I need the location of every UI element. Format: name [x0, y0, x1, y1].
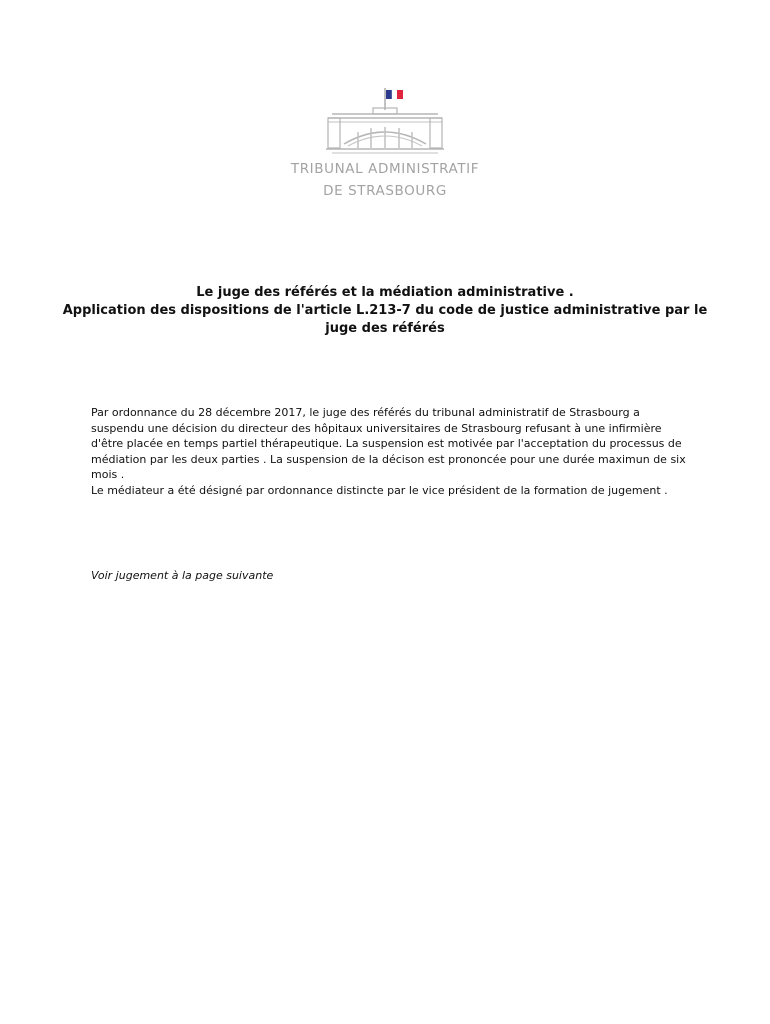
- body-line: d'être placée en temps partiel thérapeutique. La suspension est motivée par l'acceptation du processus de: [91, 437, 682, 451]
- logo-title-line1: TRIBUNAL ADMINISTRATIF: [290, 161, 480, 177]
- tribunal-logo: [270, 84, 500, 204]
- courthouse-emblem-icon: [270, 84, 500, 162]
- title-line-3: juge des référés: [325, 321, 445, 336]
- body-paragraph: [91, 405, 691, 499]
- document-title: [60, 284, 710, 338]
- title-line-2: Application des dispositions de l'article L.213-7 du code de justice administrative par le: [62, 303, 708, 318]
- see-next-page-note: Voir jugement à la page suivante: [91, 569, 274, 582]
- title-line-1: Le juge des référés et la médiation administrative .: [196, 285, 574, 300]
- body-line: médiation par les deux parties . La suspension de la décison est prononcée pour une durée maximun de six: [91, 452, 686, 466]
- body-line: suspendu une décision du directeur des hôpitaux universitaires de Strasbourg refusant à une infirmière: [91, 421, 662, 435]
- body-line: Par ordonnance du 28 décembre 2017, le juge des référés du tribunal administratif de Strasbourg a: [91, 406, 640, 419]
- body-line: mois .: [91, 468, 125, 482]
- logo-title-line2: DE STRASBOURG: [323, 183, 447, 199]
- body-line: Le médiateur a été désigné par ordonnance distincte par le vice président de la formation de jugement .: [91, 483, 668, 497]
